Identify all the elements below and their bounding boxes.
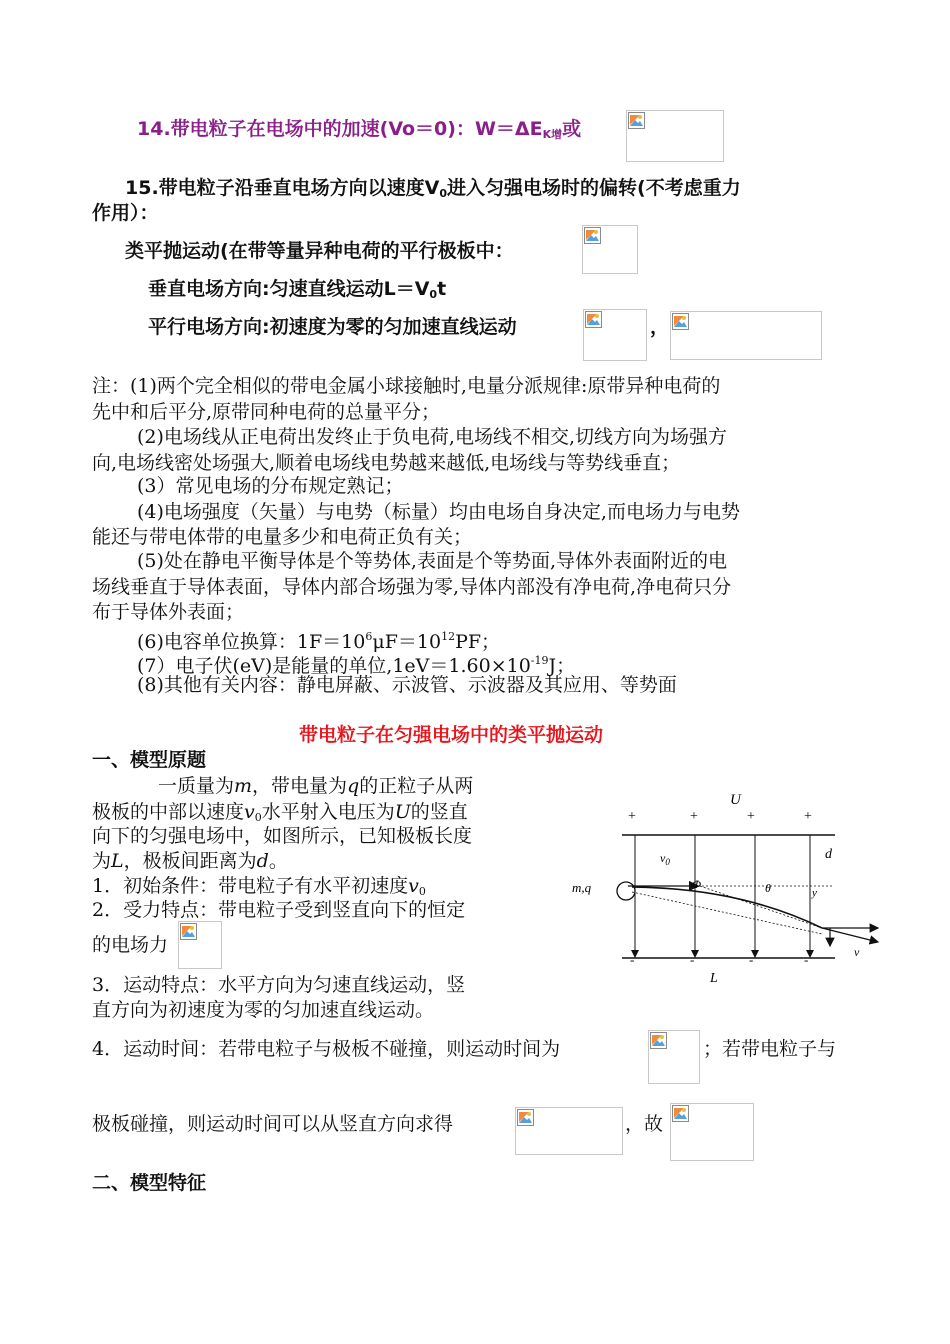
deflection-diagram xyxy=(560,780,900,1000)
symbol-U: U xyxy=(394,801,411,823)
item-2-line1: 2．受力特点：带电粒子受到竖直向下的恒定 xyxy=(92,899,466,921)
parallel-direction-line: 平行电场方向:初速度为零的匀加速直线运动 xyxy=(148,316,517,338)
minus-sign: - xyxy=(630,952,635,967)
tangent-extension xyxy=(700,886,822,928)
note-6-a: (6)电容单位换算：1F＝10 xyxy=(137,631,366,653)
problem-line3: 向下的匀强电场中，如图所示，已知极板长度 xyxy=(92,825,473,847)
note-4-line2: 能还与带电体带的电量多少和电荷正负有关； xyxy=(92,526,473,548)
note-5-line2: 场线垂直于导体表面，导体内部合场强为零,导体内部没有净电荷,净电荷只分 xyxy=(92,576,732,598)
item-15-line1 xyxy=(125,175,741,207)
problem-text: ，极板间距离为 xyxy=(123,850,257,872)
symbol-v-sub: 0 xyxy=(254,811,262,824)
note-7-b: J； xyxy=(548,655,576,677)
label-mq: m,q xyxy=(572,880,592,895)
formula-image xyxy=(582,225,638,274)
comma: ， xyxy=(650,316,670,338)
label-L: L xyxy=(710,971,718,986)
displacement-line xyxy=(632,892,822,934)
note-2-line1: (2)电场线从正电荷出发终止于负电荷,电场线不相交,切线方向为场强方 xyxy=(137,426,727,448)
problem-line4 xyxy=(92,848,288,874)
plus-sign: + xyxy=(628,809,636,824)
plus-sign: + xyxy=(804,809,812,824)
plus-sign: + xyxy=(747,809,755,824)
problem-text: 水平射入电压为 xyxy=(261,801,395,823)
note-5-line3: 布于导体外表面； xyxy=(92,601,245,623)
note-6-c: PF； xyxy=(455,631,501,653)
label-U: U xyxy=(730,792,741,808)
symbol-m: m xyxy=(234,775,253,797)
symbol-v: v xyxy=(408,875,419,897)
item-14-tail: 或 xyxy=(562,118,582,140)
symbol-L: L xyxy=(111,850,124,872)
note-6-sup2: 12 xyxy=(441,630,456,643)
note-2-line2: 向,电场线密处场强大,顺着电场线电势越来越低,电场线与等势线垂直； xyxy=(92,452,681,474)
minus-sign: - xyxy=(749,952,754,967)
label-v0: $v_0$ xyxy=(660,851,670,867)
item-4-line2b: ，故 xyxy=(625,1113,664,1135)
minus-sign: - xyxy=(804,952,809,967)
problem-text: 极板的中部以速度 xyxy=(92,801,245,823)
vertical-text-a: 垂直电场方向:匀速直线运动L＝V xyxy=(148,278,430,300)
note-5-line1: (5)处在静电平衡导体是个等势体,表面是个等势面,导体外表面附近的电 xyxy=(137,550,727,572)
formula-image xyxy=(648,1030,700,1084)
formula-image xyxy=(626,110,724,162)
problem-text: ，带电量为 xyxy=(252,775,348,797)
symbol-v: v xyxy=(244,801,255,823)
formula-image xyxy=(670,311,822,360)
symbol-q: q xyxy=(347,775,360,797)
label-y: y xyxy=(812,887,817,899)
broken-image-icon xyxy=(650,1032,667,1049)
lei-ping-pao-line: 类平抛运动(在带等量异种电荷的平行极板中： xyxy=(125,240,514,262)
item-15-sub: 0 xyxy=(439,187,448,200)
formula-image xyxy=(583,309,647,361)
item-15-text-b: 进入匀强电场时的偏转(不考虑重力 xyxy=(447,177,741,199)
formula-image xyxy=(178,921,222,969)
problem-text: 一质量为 xyxy=(158,775,235,797)
item-4-line1a: 4．运动时间：若带电粒子与极板不碰撞，则运动时间为 xyxy=(92,1038,561,1060)
label-theta: θ xyxy=(765,881,771,895)
trajectory xyxy=(632,887,822,928)
broken-image-icon xyxy=(584,227,601,244)
broken-image-icon xyxy=(672,313,689,330)
item-14-text: 14.带电粒子在电场中的加速(Vo＝0)：W＝ΔE xyxy=(137,118,543,140)
section-2-title: 二、模型特征 xyxy=(92,1172,207,1194)
note-1-line2: 先中和后平分,原带同种电荷的总量平分； xyxy=(92,401,441,423)
broken-image-icon xyxy=(517,1109,534,1126)
problem-text: 。 xyxy=(268,850,288,872)
symbol-v-sub: 0 xyxy=(418,885,426,898)
note-6-sup1: 6 xyxy=(365,630,373,643)
note-8: (8)其他有关内容：静电屏蔽、示波管、示波器及其应用、等势面 xyxy=(137,674,677,696)
note-6-b: μF＝10 xyxy=(372,631,442,653)
section-1-title: 一、模型原题 xyxy=(92,749,207,771)
broken-image-icon xyxy=(672,1105,689,1122)
minus-sign: - xyxy=(690,952,695,967)
formula-image xyxy=(670,1103,754,1161)
item-3-line1: 3．运动特点：水平方向为匀速直线运动，竖 xyxy=(92,974,466,996)
problem-text: 的竖直 xyxy=(410,801,468,823)
particle xyxy=(617,882,635,900)
note-7-sup: -19 xyxy=(530,654,549,667)
item-2-line2: 的电场力 xyxy=(92,934,169,956)
label-d: d xyxy=(825,847,832,862)
label-v: v xyxy=(854,945,860,959)
section-heading: 带电粒子在匀强电场中的类平抛运动 xyxy=(299,724,604,746)
item-15-line2: 作用）： xyxy=(92,202,159,224)
item-14 xyxy=(137,116,581,148)
problem-line1 xyxy=(158,773,473,799)
label-phi: Φ xyxy=(692,877,702,891)
broken-image-icon xyxy=(180,923,197,940)
item-1-text: 1．初始条件：带电粒子有水平初速度 xyxy=(92,875,409,897)
problem-text: 的正粒子从两 xyxy=(359,775,474,797)
vertical-direction-line xyxy=(148,276,446,308)
item-3-line2: 直方向为初速度为零的匀加速直线运动。 xyxy=(92,999,435,1021)
item-4-line1b: ；若带电粒子与 xyxy=(703,1038,837,1060)
vertical-sub: 0 xyxy=(429,288,438,301)
note-4-line1: (4)电场强度（矢量）与电势（标量）均由电场自身决定,而电场力与电势 xyxy=(137,501,740,523)
formula-image xyxy=(515,1107,623,1155)
item-4-line2a: 极板碰撞，则运动时间可以从竖直方向求得 xyxy=(92,1113,454,1135)
vertical-text-b: t xyxy=(437,278,447,300)
broken-image-icon xyxy=(628,112,645,129)
note-1-line1: 注：(1)两个完全相似的带电金属小球接触时,电量分派规律:原带异种电荷的 xyxy=(92,375,721,397)
symbol-d: d xyxy=(256,850,269,872)
item-15-text-a: 15.带电粒子沿垂直电场方向以速度V xyxy=(125,177,440,199)
note-7-a: (7）电子伏(eV)是能量的单位,1eV＝1.60×10 xyxy=(137,655,531,677)
plus-sign: + xyxy=(690,809,698,824)
item-14-subscript: K增 xyxy=(542,128,563,141)
problem-text: 为 xyxy=(92,850,112,872)
broken-image-icon xyxy=(585,311,602,328)
note-3: (3）常见电场的分布规定熟记； xyxy=(137,475,404,497)
